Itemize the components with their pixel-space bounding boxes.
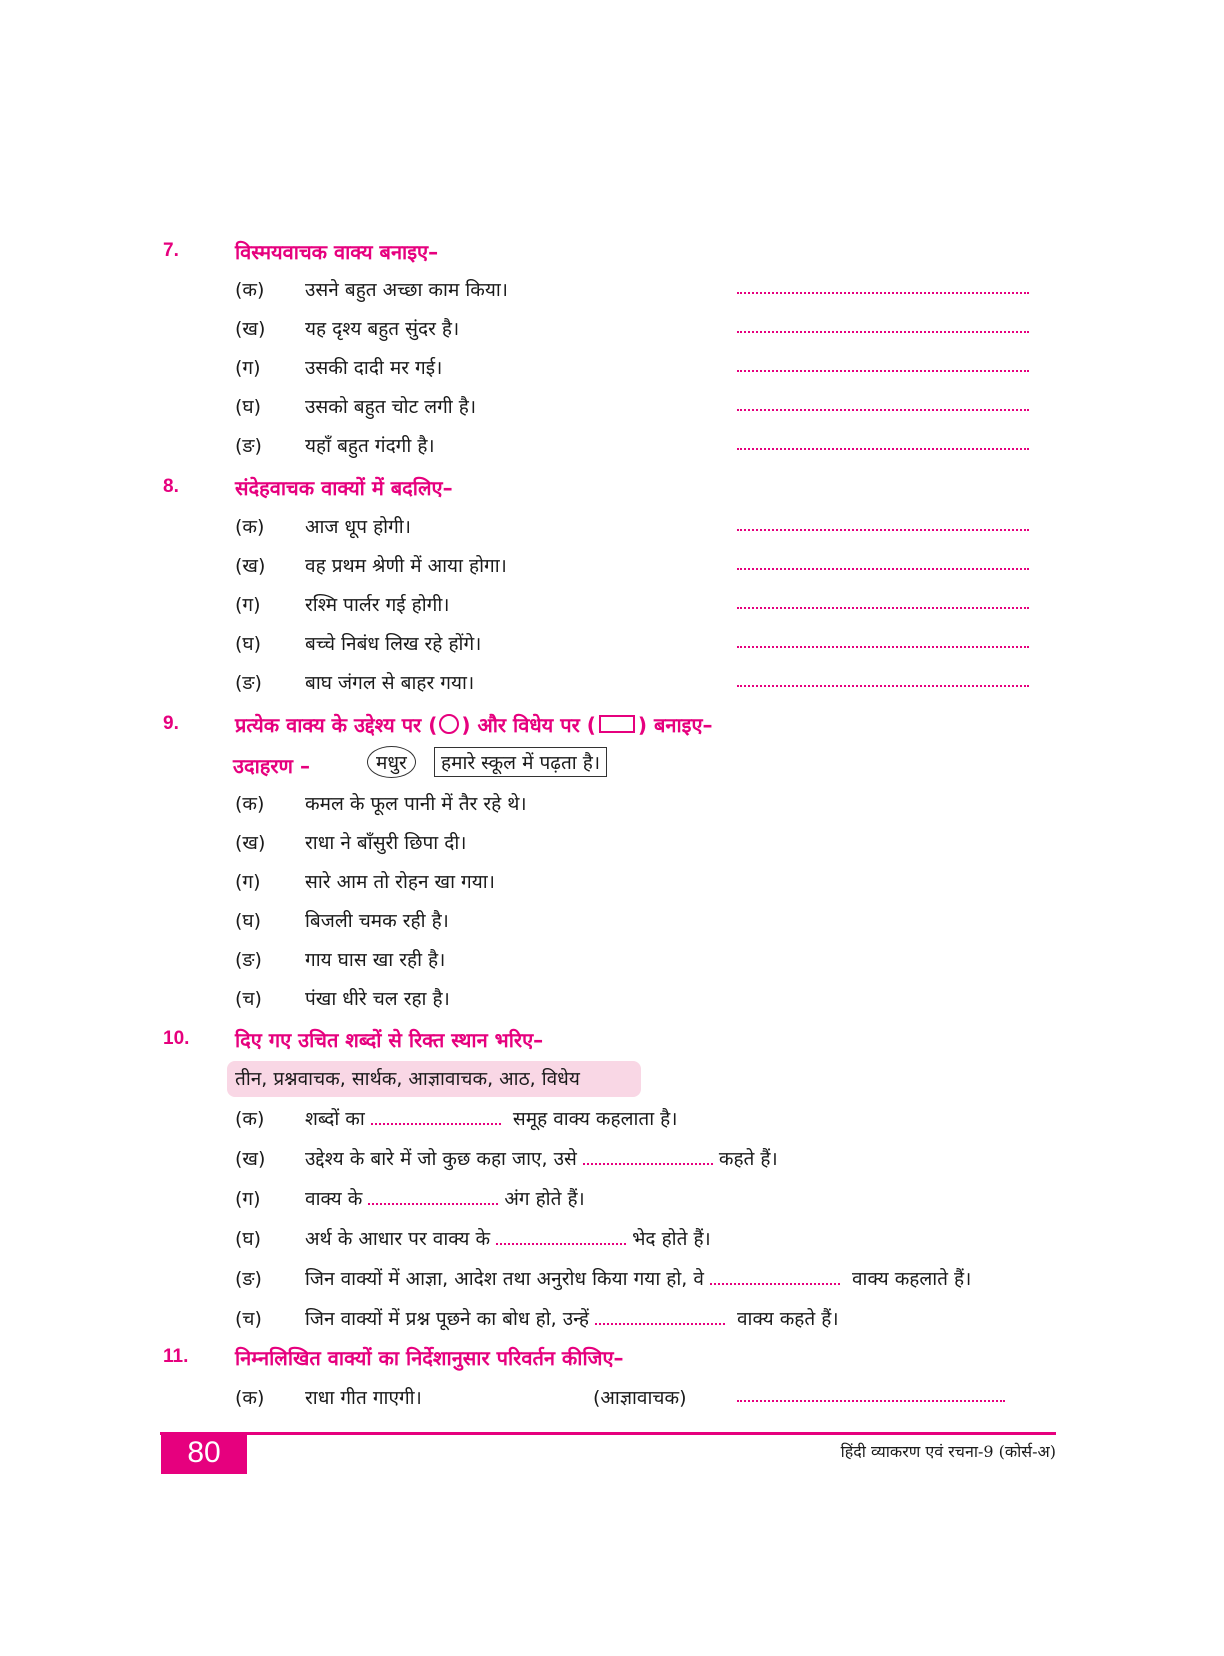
list-item xyxy=(235,1265,1055,1301)
box-symbol-icon xyxy=(599,715,635,733)
list-item xyxy=(235,276,1055,312)
list-item xyxy=(235,1225,1055,1261)
item-text: गाय घास खा रही है। xyxy=(305,949,446,971)
question-7-header xyxy=(163,240,1063,278)
item-label: (ग) xyxy=(235,871,261,893)
item-label: (क) xyxy=(235,1108,265,1130)
answer-blank[interactable] xyxy=(737,280,1029,294)
list-item xyxy=(235,985,1055,1021)
question-title: प्रत्येक वाक्य के उद्देश्य पर ( ) और विधेय पर ( ) बनाइए– xyxy=(235,713,713,737)
answer-blank[interactable] xyxy=(737,595,1029,609)
item-label: (ख) xyxy=(235,1148,266,1170)
item-text: अर्थ के आधार पर वाक्य के भेद होते हैं। xyxy=(305,1228,711,1250)
item-label: (ङ) xyxy=(235,1268,262,1290)
question-number: 11. xyxy=(163,1346,189,1367)
list-item xyxy=(235,552,1055,588)
item-text: उसको बहुत चोट लगी है। xyxy=(305,396,477,418)
question-title: संदेहवाचक वाक्यों में बदलिए– xyxy=(235,476,453,500)
answer-blank[interactable] xyxy=(737,1388,1005,1402)
example-predicate-box: हमारे स्कूल में पढ़ता है। xyxy=(434,747,607,777)
example-row xyxy=(0,752,1224,788)
item-label: (ख) xyxy=(235,555,266,577)
item-text: बिजली चमक रही है। xyxy=(305,910,449,932)
item-text: राधा ने बाँसुरी छिपा दी। xyxy=(305,832,467,854)
item-hint: (आज्ञावाचक) xyxy=(593,1387,687,1409)
example-subject-oval: मधुर xyxy=(367,746,416,778)
item-text: उसने बहुत अच्छा काम किया। xyxy=(305,279,509,301)
item-label: (ग) xyxy=(235,594,261,616)
item-label: (ग) xyxy=(235,1188,261,1210)
fill-blank[interactable] xyxy=(595,1309,725,1325)
page-number: 80 xyxy=(161,1432,247,1474)
answer-blank[interactable] xyxy=(737,517,1029,531)
list-item xyxy=(235,630,1055,666)
answer-blank[interactable] xyxy=(737,634,1029,648)
fill-blank[interactable] xyxy=(371,1109,501,1125)
item-text: जिन वाक्यों में प्रश्न पूछने का बोध हो, उन्हें वाक्य कहते हैं। xyxy=(305,1308,839,1330)
book-title: हिंदी व्याकरण एवं रचना-9 (कोर्स-अ) xyxy=(840,1442,1056,1461)
item-label: (घ) xyxy=(235,910,262,932)
item-label: (घ) xyxy=(235,396,262,418)
item-label: (घ) xyxy=(235,1228,262,1250)
item-text: बच्चे निबंध लिख रहे होंगे। xyxy=(305,633,482,655)
question-number: 9. xyxy=(163,713,179,734)
item-text: आज धूप होगी। xyxy=(305,516,411,538)
example-label: उदाहरण – xyxy=(233,754,310,778)
item-text: उद्देश्य के बारे में जो कुछ कहा जाए, उसे कहते हैं। xyxy=(305,1148,778,1170)
item-label: (च) xyxy=(235,1308,262,1330)
item-text: वाक्य के अंग होते हैं। xyxy=(305,1188,585,1210)
list-item xyxy=(235,1185,1055,1221)
item-text: बाघ जंगल से बाहर गया। xyxy=(305,672,475,694)
item-text: रश्मि पार्लर गई होगी। xyxy=(305,594,450,616)
item-text: वह प्रथम श्रेणी में आया होगा। xyxy=(305,555,507,577)
item-label: (क) xyxy=(235,1387,265,1409)
list-item xyxy=(235,1384,1055,1420)
list-item xyxy=(235,669,1055,705)
item-label: (ख) xyxy=(235,832,266,854)
item-text: जिन वाक्यों में आज्ञा, आदेश तथा अनुरोध किया गया हो, वे वाक्य कहलाते हैं। xyxy=(305,1268,972,1290)
question-title: दिए गए उचित शब्दों से रिक्त स्थान भरिए– xyxy=(235,1028,544,1052)
question-9-header xyxy=(163,713,1063,751)
item-label: (ङ) xyxy=(235,672,262,694)
item-text: शब्दों का समूह वाक्य कहलाता है। xyxy=(305,1108,678,1130)
item-text: कमल के फूल पानी में तैर रहे थे। xyxy=(305,793,527,815)
item-text: यह दृश्य बहुत सुंदर है। xyxy=(305,318,460,340)
answer-blank[interactable] xyxy=(737,319,1029,333)
list-item xyxy=(235,790,1055,826)
item-text: राधा गीत गाएगी। xyxy=(305,1387,422,1409)
item-text: यहाँ बहुत गंदगी है। xyxy=(305,435,435,457)
list-item xyxy=(235,591,1055,627)
list-item xyxy=(235,907,1055,943)
item-text: सारे आम तो रोहन खा गया। xyxy=(305,871,495,893)
list-item xyxy=(235,946,1055,982)
answer-blank[interactable] xyxy=(737,358,1029,372)
list-item xyxy=(235,354,1055,390)
list-item xyxy=(235,1145,1055,1181)
question-title: निम्नलिखित वाक्यों का निर्देशानुसार परिवर्तन कीजिए– xyxy=(235,1346,624,1370)
answer-blank[interactable] xyxy=(737,673,1029,687)
list-item xyxy=(235,1105,1055,1141)
item-label: (घ) xyxy=(235,633,262,655)
item-label: (च) xyxy=(235,988,262,1010)
item-label: (ख) xyxy=(235,318,266,340)
answer-blank[interactable] xyxy=(737,436,1029,450)
answer-blank[interactable] xyxy=(737,397,1029,411)
list-item xyxy=(235,315,1055,351)
fill-blank[interactable] xyxy=(496,1229,626,1245)
list-item xyxy=(235,432,1055,468)
item-label: (ग) xyxy=(235,357,261,379)
item-label: (क) xyxy=(235,279,265,301)
answer-blank[interactable] xyxy=(737,556,1029,570)
footer-divider xyxy=(160,1432,1056,1435)
fill-blank[interactable] xyxy=(368,1189,498,1205)
question-number: 7. xyxy=(163,240,179,261)
fill-blank[interactable] xyxy=(710,1269,840,1285)
item-label: (ङ) xyxy=(235,949,262,971)
list-item xyxy=(235,513,1055,549)
circle-symbol-icon xyxy=(439,714,459,734)
question-number: 10. xyxy=(163,1028,190,1049)
list-item xyxy=(235,868,1055,904)
word-bank: तीन, प्रश्नवाचक, सार्थक, आज्ञावाचक, आठ, विधेय xyxy=(227,1061,641,1097)
item-label: (क) xyxy=(235,516,265,538)
question-title: विस्मयवाचक वाक्य बनाइए– xyxy=(235,240,439,264)
item-label: (क) xyxy=(235,793,265,815)
list-item xyxy=(235,1305,1055,1341)
item-text: पंखा धीरे चल रहा है। xyxy=(305,988,450,1010)
question-8-header xyxy=(163,476,1063,514)
list-item xyxy=(235,393,1055,429)
item-text: उसकी दादी मर गई। xyxy=(305,357,443,379)
item-label: (ङ) xyxy=(235,435,262,457)
list-item xyxy=(235,829,1055,865)
fill-blank[interactable] xyxy=(583,1149,713,1165)
question-11-header xyxy=(163,1346,1063,1384)
question-number: 8. xyxy=(163,476,179,497)
